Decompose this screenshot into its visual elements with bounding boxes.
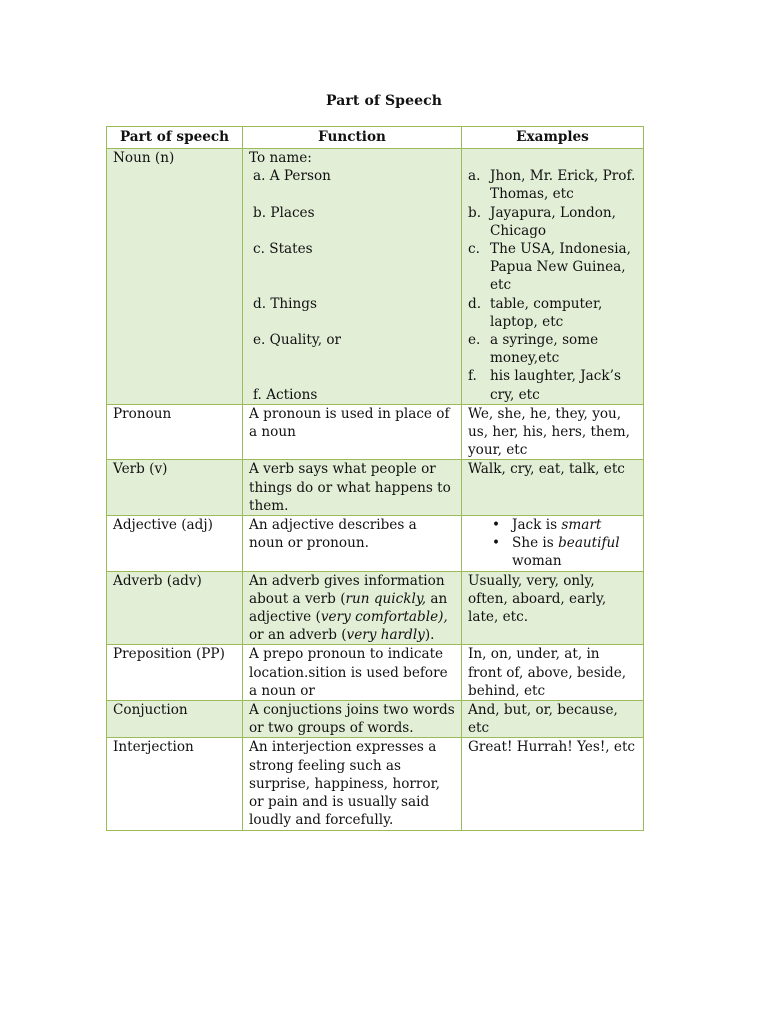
adverb-examples: Usually, very, only, often, aboard, early, late, etc. (462, 571, 644, 645)
verb-part: Verb (v) (107, 460, 243, 516)
pronoun-examples: We, she, he, they, you, us, her, his, hers, them, your, etc (462, 404, 644, 460)
preposition-examples: In, on, under, at, in front of, above, beside, behind, etc (462, 645, 644, 701)
table-row-adverb (107, 571, 644, 645)
adjective-function: An adjective describes a noun or pronoun. (243, 516, 462, 572)
preposition-function: A prepo pronoun to indicate location.sition is used before a noun or (243, 645, 462, 701)
adjective-examples (462, 516, 644, 572)
noun-function-item: f. Actions (253, 386, 318, 403)
list-item: f. his laughter, Jack’s cry, etc (468, 368, 621, 403)
noun-function-item: a. A Person (253, 168, 331, 185)
table-row-noun (107, 149, 644, 405)
table-row-pronoun (107, 404, 644, 460)
interjection-part: Interjection (107, 738, 243, 830)
page-title: Part of Speech (326, 93, 442, 109)
table-row-conjunction (107, 701, 644, 738)
noun-function-intro: To name: (249, 150, 312, 166)
noun-examples (462, 149, 644, 405)
table-row-verb (107, 460, 644, 516)
header-examples: Examples (462, 127, 644, 149)
adjective-examples-list (468, 516, 637, 571)
list-item: a. Jhon, Mr. Erick, Prof. Thomas, etc (468, 168, 636, 203)
verb-examples: Walk, cry, eat, talk, etc (462, 460, 644, 516)
noun-function-item: b. Places (253, 204, 315, 221)
bullet-icon: • (492, 535, 501, 552)
adverb-part: Adverb (adv) (107, 571, 243, 645)
list-item: d. table, computer, laptop, etc (468, 295, 603, 330)
list-item: c. The USA, Indonesia, Papua New Guinea, etc (468, 241, 631, 294)
table-row-interjection (107, 738, 644, 830)
conjunction-function: A conjuctions joins two words or two groups of words. (243, 701, 462, 738)
header-function: Function (243, 127, 462, 149)
pronoun-part: Pronoun (107, 404, 243, 460)
noun-function (243, 149, 462, 405)
list-item: b. Jayapura, London, Chicago (468, 204, 616, 239)
adverb-function: An adverb gives information about a verb (run quickly, an adjective (very comfortable), or an adverb (very hardly). (243, 571, 462, 645)
table-row-preposition (107, 645, 644, 701)
adjective-part: Adjective (adj) (107, 516, 243, 572)
list-item: • Jack is smart (492, 517, 602, 534)
interjection-function: An interjection expresses a strong feeling such as surprise, happiness, horror, or pain and is usually said loudly and forcefully. (243, 738, 462, 830)
noun-function-item: c. States (253, 240, 313, 257)
bullet-icon: • (492, 517, 501, 534)
pronoun-function: A pronoun is used in place of a noun (243, 404, 462, 460)
noun-examples-list (468, 167, 637, 404)
noun-function-item: d. Things (253, 295, 317, 312)
conjunction-examples: And, but, or, because, etc (462, 701, 644, 738)
parts-of-speech-table (106, 126, 644, 831)
noun-part: Noun (n) (107, 149, 243, 405)
list-item: • She is beautiful woman (492, 535, 620, 570)
table-header-row (107, 127, 644, 149)
header-part: Part of speech (107, 127, 243, 149)
list-item: e. a syringe, some money,etc (468, 332, 599, 367)
interjection-examples: Great! Hurrah! Yes!, etc (462, 738, 644, 830)
conjunction-part: Conjuction (107, 701, 243, 738)
verb-function: A verb says what people or things do or what happens to them. (243, 460, 462, 516)
table-row-adjective (107, 516, 644, 572)
noun-function-item: e. Quality, or (253, 331, 342, 348)
preposition-part: Preposition (PP) (107, 645, 243, 701)
